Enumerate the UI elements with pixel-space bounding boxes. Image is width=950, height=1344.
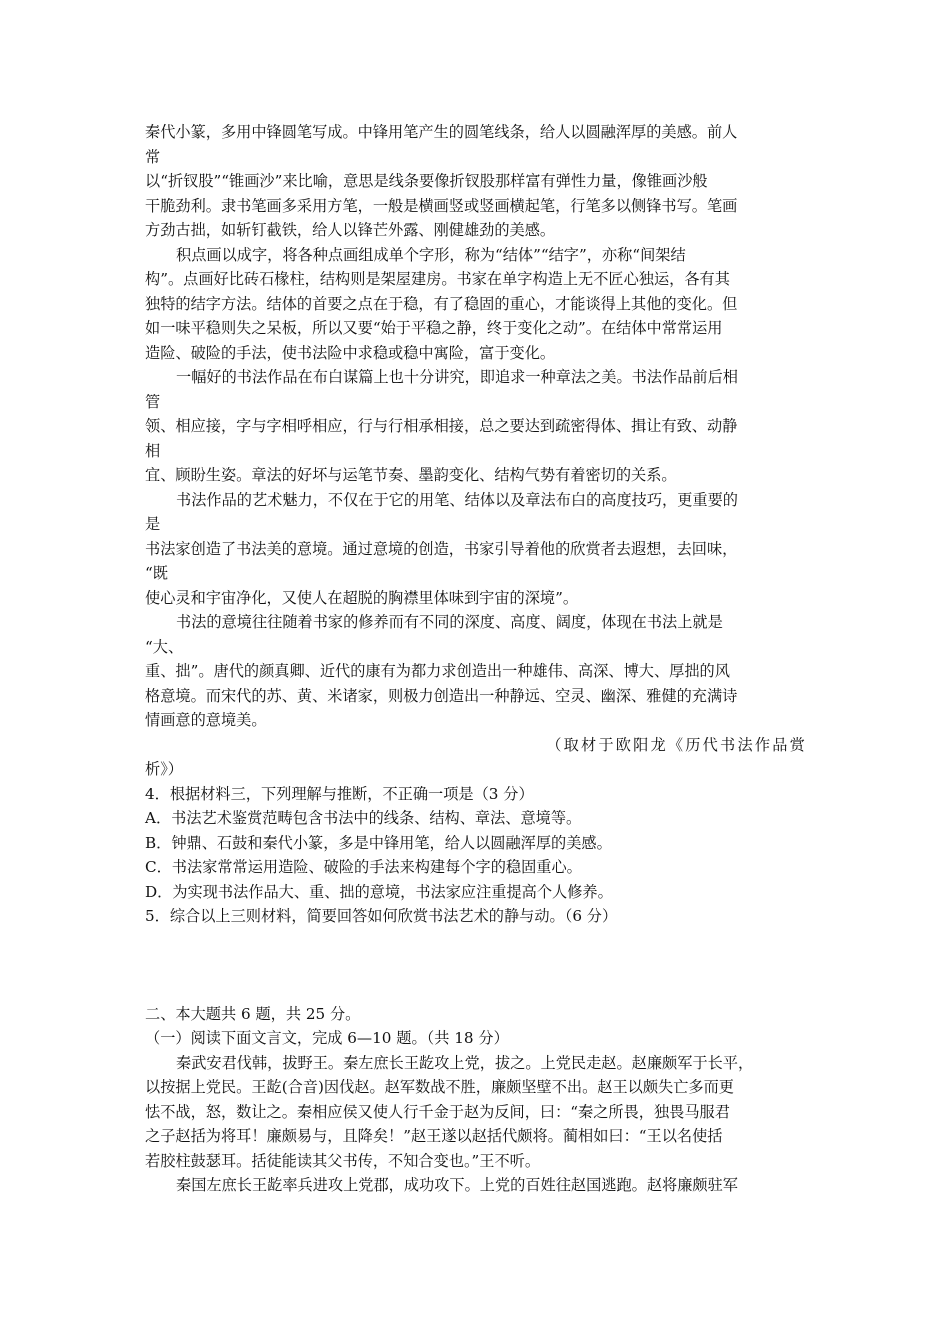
- text-line: 独特的结字方法。结体的首要之点在于稳，有了稳固的重心，才能谈得上其他的变化。但: [145, 294, 738, 313]
- material-three: [145, 120, 807, 782]
- text-line: 领、相应接，字与字相呼相应，行与行相承相接，总之要达到疏密得体、揖让有致、动静: [145, 417, 738, 435]
- text-line: 如一味平稳则失之呆板，所以又要“始于平稳之静，终于变化之动”。在结体中常常运用: [145, 319, 723, 337]
- text-line: 秦国左庶长王龁率兵进攻上党郡，成功攻下。上党的百姓往赵国逃跑。赵将廉颇驻军: [176, 1176, 738, 1194]
- text-line: 干脆劲利。隶书笔画多采用方笔，一般是横画竖或竖画横起笔，行笔多以侧锋书写。笔画: [145, 196, 738, 215]
- text-line: 情画意的意境美。: [145, 711, 267, 729]
- section-heading: 二、本大题共 6 题，共 25 分。: [145, 1004, 361, 1023]
- text-line: 造险、破险的手法，使书法险中求稳或稳中寓险，富于变化。: [145, 343, 556, 362]
- text-line: “既: [145, 564, 168, 582]
- text-line: 常: [145, 147, 161, 166]
- text-line: 构”。点画好比砖石椽柱，结构则是架屋建房。书家在单字构造上无不匠心独运，各有其: [145, 270, 730, 288]
- question-5: 5．综合以上三则材料，简要回答如何欣赏书法艺术的静与动。（6 分）: [145, 907, 618, 925]
- text-line: 书法作品的艺术魅力，不仅在于它的用笔、结体以及章法布白的高度技巧，更重要的: [176, 490, 738, 509]
- option-c: C．书法家常常运用造险、破险的手法来构建每个字的稳固重心。: [145, 858, 582, 876]
- text-line: 积点画以成字，将各种点画组成单个字形，称为“结体”“结字”，亦称“间架结: [176, 245, 686, 264]
- text-line: 秦武安君伐韩，拔野王。秦左庶长王龁攻上党，拔之。上党民走赵。赵廉颇军于长平，: [176, 1053, 754, 1072]
- option-a: A．书法艺术鉴赏范畴包含书法中的线条、结构、章法、意境等。: [145, 809, 582, 827]
- text-line: 方劲古拙，如斩钉截铁，给人以锋芒外露、刚健雄劲的美感。: [145, 221, 556, 239]
- text-line: 若胶柱鼓瑟耳。括徒能读其父书传，不知合变也。”王不听。: [145, 1151, 541, 1170]
- questions: [145, 782, 807, 929]
- text-line: 是: [145, 515, 161, 533]
- text-line: 使心灵和宇宙净化，又使人在超脱的胸襟里体味到宇宙的深境”。: [145, 588, 579, 607]
- text-line: 之子赵括为将耳！廉颇易与，且降矣！”赵王遂以赵括代颇将。蔺相如曰：“王以名使括: [145, 1127, 723, 1145]
- blank-answer-space: [145, 929, 807, 1002]
- text-line: 秦代小篆，多用中锋圆笔写成。中锋用笔产生的圆笔线条，给人以圆融浑厚的美感。前人: [145, 123, 738, 141]
- text-line: “大、: [145, 637, 184, 656]
- text-line: 怯不战，怒，数让之。秦相应侯又使人行千金于赵为反间，曰：“秦之所畏，独畏马服君: [145, 1102, 730, 1121]
- text-line: 管: [145, 392, 161, 411]
- option-b: B．钟鼎、石鼓和秦代小篆，多是中锋用笔，给人以圆融浑厚的美感。: [145, 833, 612, 852]
- text-line: 书法家创造了书法美的意境。通过意境的创造，书家引导着他的欣赏者去遐想，去回味，: [145, 539, 738, 558]
- section-two: [145, 1002, 807, 1198]
- document-page: [145, 120, 807, 1198]
- source-citation-end: 析》）: [145, 760, 183, 778]
- text-line: 宜、顾盼生姿。章法的好坏与运笔节奏、墨韵变化、结构气势有着密切的关系。: [145, 466, 677, 484]
- section-subheading: （一）阅读下面文言文，完成 6—10 题。（共 18 分）: [145, 1029, 509, 1047]
- source-citation: （取材于欧阳龙《历代书法作品赏: [546, 735, 807, 754]
- option-d: D．为实现书法作品大、重、拙的意境，书法家应注重提高个人修养。: [145, 882, 613, 901]
- text-line: 重、拙”。唐代的颜真卿、近代的康有为都力求创造出一种雄伟、高深、博大、厚拙的风: [145, 662, 730, 680]
- text-line: 相: [145, 441, 161, 460]
- question-4: 4．根据材料三，下列理解与推断，不正确一项是（3 分）: [145, 784, 534, 803]
- text-line: 一幅好的书法作品在布白谋篇上也十分讲究，即追求一种章法之美。书法作品前后相: [176, 368, 738, 386]
- text-line: 格意境。而宋代的苏、黄、米诸家，则极力创造出一种静远、空灵、幽深、雅健的充满诗: [145, 686, 738, 705]
- text-line: 以按据上党民。王龁(合音)因伐赵。赵军数战不胜，廉颇坚壁不出。赵王以颇失亡多而更: [145, 1078, 734, 1096]
- text-line: 书法的意境往往随着书家的修养而有不同的深度、高度、阔度，体现在书法上就是: [176, 613, 723, 631]
- text-line: 以“折钗股”“锥画沙”来比喻，意思是线条要像折钗股那样富有弹性力量，像锥画沙般: [145, 172, 708, 190]
